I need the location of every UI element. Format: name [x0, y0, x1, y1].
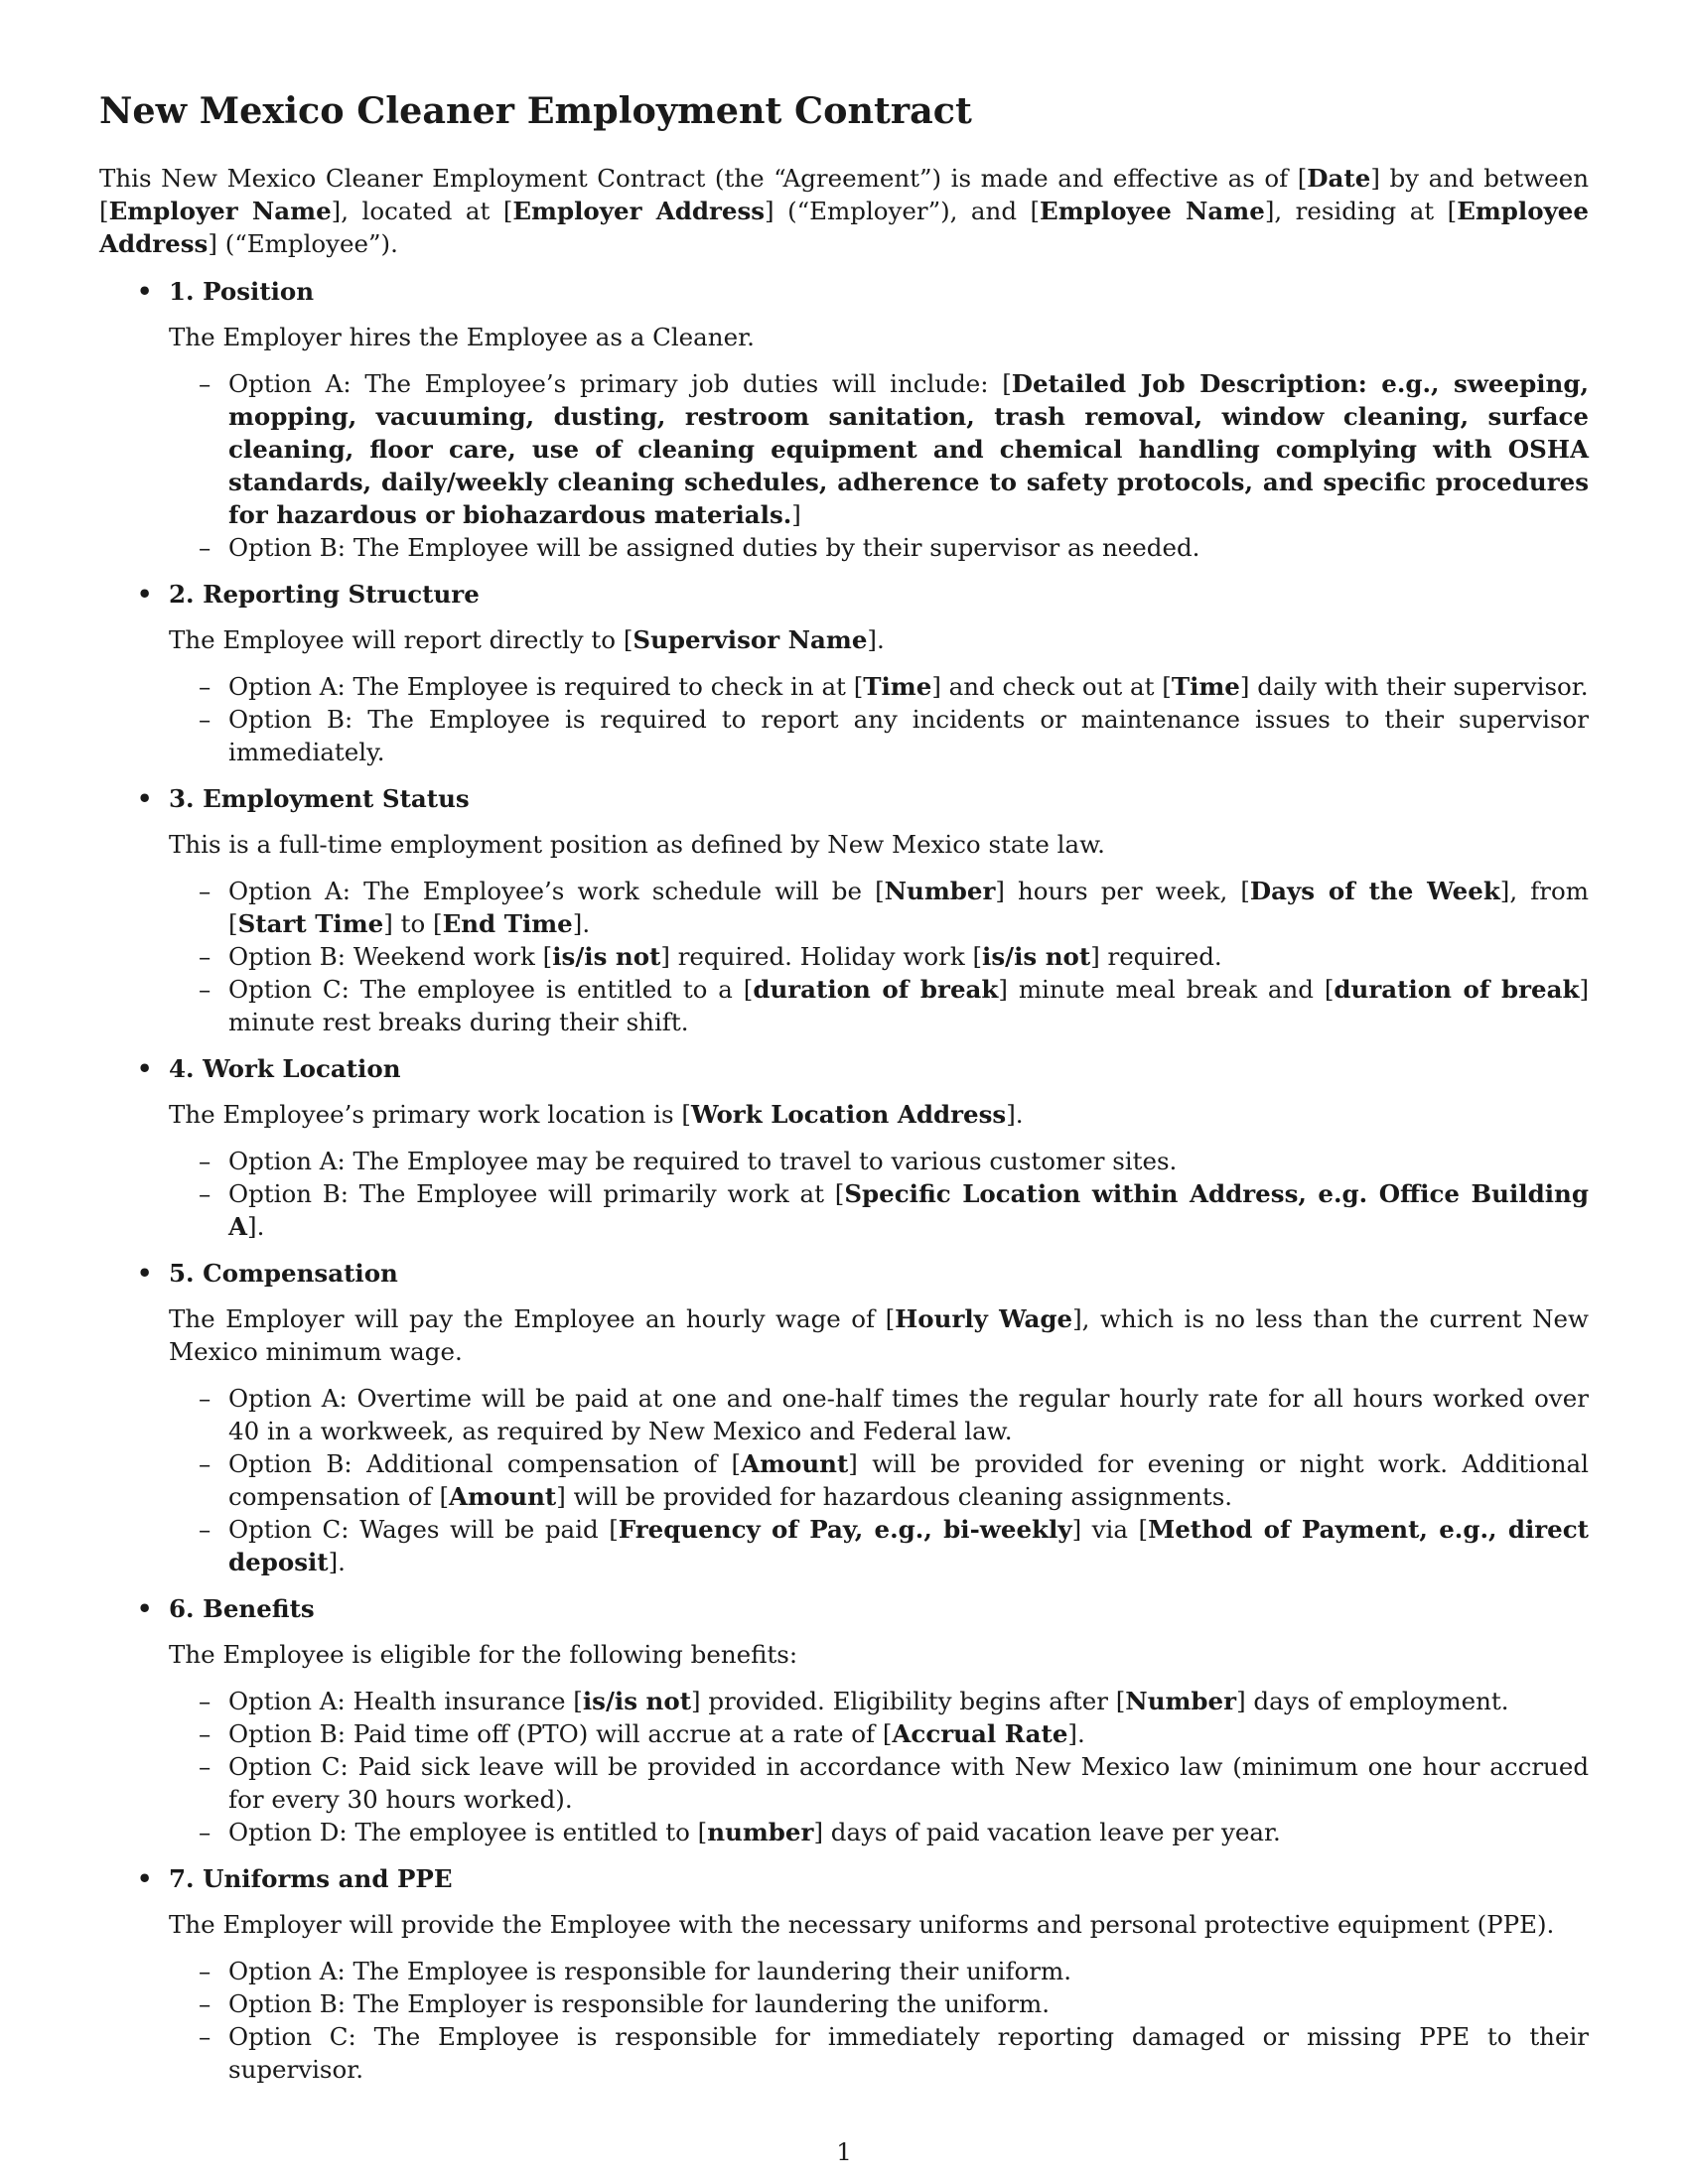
section-text: [99, 1638, 1589, 1671]
placeholder-field: Specific Location within Address, e.g. Office Building A: [228, 1179, 1589, 1241]
text-run: The Employer will pay the Employee an hourly wage of [: [169, 1304, 896, 1333]
dash-icon: –: [199, 533, 211, 562]
text-run: ] days of paid vacation leave per year.: [813, 1818, 1281, 1846]
bullet-icon: •: [137, 1259, 153, 1288]
text-run: ] by and between [: [99, 164, 1589, 225]
page-title: New Mexico Cleaner Employment Contract: [99, 89, 972, 132]
text-run: Option B: The Employee will be assigned duties by their supervisor as needed.: [228, 533, 1200, 562]
option-item: [99, 1685, 1589, 1717]
text-run: Option B: The Employer is responsible for laundering the uniform.: [228, 1989, 1051, 2018]
section-heading: [99, 275, 1589, 308]
option-item: [99, 875, 1589, 940]
placeholder-field: Employer Name: [108, 197, 332, 225]
section-6: [99, 1592, 1589, 1848]
bullet-icon: •: [137, 784, 153, 813]
text-run: This is a full-time employment position as defined by New Mexico state law.: [169, 830, 1105, 859]
section-heading: [99, 1257, 1589, 1290]
section-2: [99, 578, 1589, 768]
placeholder-field: Work Location Address: [690, 1100, 1007, 1129]
text-run: Option A: The Employee’s work schedule will be [: [228, 877, 885, 905]
option-item: [99, 1955, 1589, 1987]
placeholder-field: Start Time: [237, 909, 384, 938]
section-text: [99, 1908, 1589, 1941]
text-run: Option A: The Employee is required to check in at [: [228, 672, 864, 701]
option-list: [99, 1382, 1589, 1578]
text-run: Option B: Weekend work [: [228, 942, 553, 971]
option-item: [99, 1987, 1589, 2020]
text-run: The Employee is eligible for the following benefits:: [169, 1640, 798, 1669]
section-heading: [99, 782, 1589, 815]
placeholder-field: Accrual Rate: [892, 1719, 1068, 1748]
option-item: [99, 940, 1589, 973]
text-run: Option B: The Employee is required to report any incidents or maintenance issues to their supervisor immediately.: [228, 705, 1589, 766]
dash-icon: –: [199, 2022, 211, 2051]
placeholder-field: number: [707, 1818, 814, 1846]
option-item: [99, 1447, 1589, 1513]
dash-icon: –: [199, 1818, 211, 1846]
dash-icon: –: [199, 1989, 211, 2018]
placeholder-field: Number: [884, 877, 996, 905]
section-text: [99, 623, 1589, 656]
option-item: [99, 1513, 1589, 1578]
text-run: ], which is no less than the current New Mexico minimum wage.: [169, 1304, 1589, 1366]
text-run: Option B: The Employee will primarily work at [: [228, 1179, 845, 1208]
option-list: [99, 367, 1589, 564]
text-run: ].: [1006, 1100, 1024, 1129]
text-run: Option C: The Employee is responsible for immediately reporting damaged or missing PPE to their supervisor.: [228, 2022, 1589, 2084]
bullet-icon: •: [137, 277, 153, 306]
text-run: ].: [1067, 1719, 1085, 1748]
section-1: [99, 275, 1589, 564]
option-list: [99, 875, 1589, 1038]
section-text: [99, 1098, 1589, 1131]
bullet-icon: •: [137, 580, 153, 609]
page-number: 1: [836, 2137, 852, 2166]
section-heading: [99, 1592, 1589, 1625]
text-run: Option B: Additional compensation of [: [228, 1449, 742, 1478]
section-heading-text: 3. Employment Status: [169, 784, 470, 813]
text-run: ].: [572, 909, 591, 938]
option-item: [99, 670, 1589, 703]
option-item: [99, 367, 1589, 531]
text-run: ] to [: [383, 909, 443, 938]
text-run: ], located at [: [331, 197, 513, 225]
option-item: [99, 1750, 1589, 1816]
section-4: [99, 1052, 1589, 1243]
contract-sections: [99, 275, 1589, 2100]
placeholder-field: is/is not: [552, 942, 661, 971]
option-list: [99, 670, 1589, 768]
option-item: [99, 1177, 1589, 1243]
placeholder-field: Employer Address: [512, 197, 766, 225]
section-3: [99, 782, 1589, 1038]
section-heading: [99, 578, 1589, 611]
text-run: ].: [247, 1212, 265, 1241]
placeholder-field: Detailed Job Description: e.g., sweeping, mopping, vacuuming, dusting, restroom sanitation, trash removal, window cleaning, surface cleaning, floor care, use of cleaning equipment and chemical handling complying with OSHA standards, daily/weekly cleaning schedules, adherence to safety protocols, and specific procedures for hazardous or biohazardous materials.: [228, 369, 1590, 529]
placeholder-field: Frequency of Pay, e.g., bi-weekly: [618, 1515, 1072, 1544]
section-heading-text: 5. Compensation: [169, 1259, 398, 1288]
placeholder-field: Amount: [449, 1482, 557, 1511]
text-run: The Employee will report directly to [: [169, 625, 633, 654]
placeholder-field: Time: [1171, 672, 1240, 701]
dash-icon: –: [199, 369, 211, 398]
placeholder-field: Time: [863, 672, 932, 701]
placeholder-field: Employee Address: [99, 197, 1589, 258]
section-heading-text: 4. Work Location: [169, 1054, 401, 1083]
text-run: ] minute meal break and [: [998, 975, 1335, 1004]
text-run: Option A: The Employee may be required to travel to various customer sites.: [228, 1147, 1178, 1175]
text-run: ] required.: [1090, 942, 1222, 971]
text-run: The Employee’s primary work location is [: [169, 1100, 691, 1129]
section-heading-text: 6. Benefits: [169, 1594, 315, 1623]
placeholder-field: is/is not: [582, 1687, 692, 1715]
text-run: Option C: The employee is entitled to a [: [228, 975, 754, 1004]
section-heading-text: 2. Reporting Structure: [169, 580, 480, 609]
dash-icon: –: [199, 1384, 211, 1413]
option-item: [99, 973, 1589, 1038]
dash-icon: –: [199, 1449, 211, 1478]
text-run: ], residing at [: [1264, 197, 1458, 225]
section-7: [99, 1862, 1589, 2086]
text-run: Option A: The Employee’s primary job duties will include: [: [228, 369, 1012, 398]
section-heading: [99, 1862, 1589, 1895]
option-list: [99, 1145, 1589, 1243]
text-run: ] required. Holiday work [: [660, 942, 983, 971]
option-item: [99, 1145, 1589, 1177]
placeholder-field: Hourly Wage: [895, 1304, 1073, 1333]
section-heading-text: 1. Position: [169, 277, 315, 306]
section-heading-text: 7. Uniforms and PPE: [169, 1864, 453, 1893]
placeholder-field: End Time: [442, 909, 573, 938]
bullet-icon: •: [137, 1054, 153, 1083]
text-run: Option B: Paid time off (PTO) will accrue at a rate of [: [228, 1719, 893, 1748]
dash-icon: –: [199, 1957, 211, 1985]
bullet-icon: •: [137, 1594, 153, 1623]
placeholder-field: Days of the Week: [1249, 877, 1500, 905]
text-run: Option D: The employee is entitled to [: [228, 1818, 708, 1846]
dash-icon: –: [199, 975, 211, 1004]
text-run: The Employer will provide the Employee with the necessary uniforms and personal protective equipment (PPE).: [169, 1910, 1555, 1939]
placeholder-field: Supervisor Name: [633, 625, 868, 654]
placeholder-field: duration of break: [753, 975, 999, 1004]
section-text: [99, 321, 1589, 353]
text-run: ] will be provided for evening or night work. Additional compensation of [: [228, 1449, 1589, 1511]
option-item: [99, 531, 1589, 564]
dash-icon: –: [199, 1179, 211, 1208]
option-item: [99, 1717, 1589, 1750]
section-heading: [99, 1052, 1589, 1085]
dash-icon: –: [199, 672, 211, 701]
dash-icon: –: [199, 1687, 211, 1715]
text-run: ] days of employment.: [1236, 1687, 1509, 1715]
text-run: ] hours per week, [: [995, 877, 1250, 905]
text-run: ] (“Employee”).: [208, 229, 398, 258]
bullet-icon: •: [137, 1864, 153, 1893]
placeholder-field: Employee Name: [1040, 197, 1265, 225]
dash-icon: –: [199, 942, 211, 971]
dash-icon: –: [199, 1147, 211, 1175]
placeholder-field: Method of Payment, e.g., direct deposit: [228, 1515, 1589, 1576]
intro-paragraph: [99, 162, 1589, 260]
text-run: ] daily with their supervisor.: [1239, 672, 1589, 701]
text-run: ].: [328, 1548, 346, 1576]
placeholder-field: Number: [1125, 1687, 1237, 1715]
option-item: [99, 1382, 1589, 1447]
text-run: ] via [: [1071, 1515, 1149, 1544]
text-run: Option A: Health insurance [: [228, 1687, 583, 1715]
text-run: Option A: The Employee is responsible for laundering their uniform.: [228, 1957, 1072, 1985]
text-run: Option A: Overtime will be paid at one and one-half times the regular hourly rate for all hours worked over 40 in a workweek, as required by New Mexico and Federal law.: [228, 1384, 1589, 1445]
dash-icon: –: [199, 1719, 211, 1748]
option-list: [99, 1685, 1589, 1848]
text-run: ] and check out at [: [931, 672, 1172, 701]
placeholder-field: Amount: [741, 1449, 849, 1478]
text-run: This New Mexico Cleaner Employment Contract (the “Agreement”) is made and effective as of [: [99, 164, 1308, 193]
text-run: ].: [867, 625, 885, 654]
text-run: The Employer hires the Employee as a Cleaner.: [169, 323, 755, 351]
text-run: ] (“Employer”), and [: [765, 197, 1041, 225]
dash-icon: –: [199, 877, 211, 905]
text-run: ] will be provided for hazardous cleaning assignments.: [556, 1482, 1233, 1511]
option-item: [99, 1816, 1589, 1848]
text-run: ], from [: [228, 877, 1589, 938]
option-list: [99, 1955, 1589, 2086]
text-run: Option C: Wages will be paid [: [228, 1515, 619, 1544]
dash-icon: –: [199, 705, 211, 734]
dash-icon: –: [199, 1515, 211, 1544]
section-text: [99, 828, 1589, 861]
section-5: [99, 1257, 1589, 1578]
text-run: ]: [791, 500, 801, 529]
text-run: ] minute rest breaks during their shift.: [228, 975, 1590, 1036]
dash-icon: –: [199, 1752, 211, 1781]
placeholder-field: duration of break: [1334, 975, 1580, 1004]
text-run: ] provided. Eligibility begins after [: [691, 1687, 1126, 1715]
option-item: [99, 2020, 1589, 2086]
placeholder-field: Date: [1307, 164, 1371, 193]
section-text: [99, 1302, 1589, 1368]
placeholder-field: is/is not: [982, 942, 1091, 971]
option-item: [99, 703, 1589, 768]
text-run: Option C: Paid sick leave will be provided in accordance with New Mexico law (minimum one hour accrued for every 30 hours worked).: [228, 1752, 1589, 1814]
